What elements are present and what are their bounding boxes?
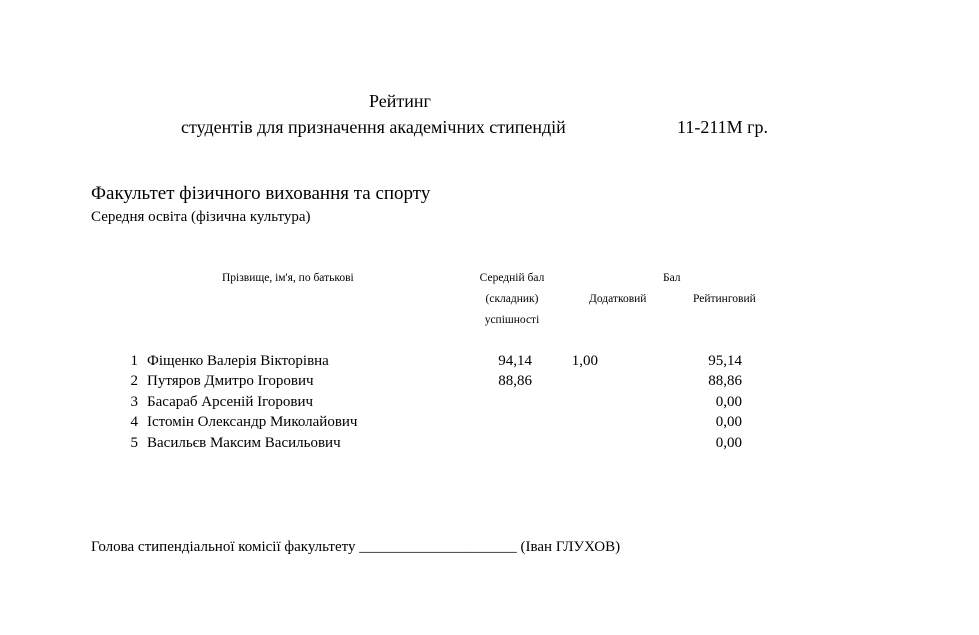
header-avg-line1: Середній бал xyxy=(479,272,545,284)
rating-score: 88,86 xyxy=(708,373,742,389)
signature-label: Голова стипендіальної комісії факультету xyxy=(91,539,356,555)
header-name: Прізвище, ім'я, по батькові xyxy=(222,272,354,284)
rating-score: 0,00 xyxy=(715,435,742,451)
row-number: 1 xyxy=(130,353,138,369)
rating-score: 0,00 xyxy=(715,394,742,410)
rating-score: 95,14 xyxy=(708,353,742,369)
document-subtitle: студентів для призначення академічних стипендій xyxy=(181,117,566,137)
student-name: Путяров Дмитро Ігорович xyxy=(147,373,314,389)
header-score-group: Бал xyxy=(663,272,681,284)
signature-block xyxy=(91,539,620,556)
row-number: 4 xyxy=(130,414,138,430)
signature-name: (Іван ГЛУХОВ) xyxy=(520,539,621,555)
student-name: Істомін Олександр Миколайович xyxy=(147,414,358,430)
row-number: 5 xyxy=(130,435,138,451)
avg-score: 88,86 xyxy=(498,373,532,389)
additional-score: 1,00 xyxy=(571,353,598,369)
program-name: Середня освіта (фізична культура) xyxy=(91,209,311,225)
student-name: Фіщенко Валерія Вікторівна xyxy=(147,353,329,369)
group-label: 11-211М гр. xyxy=(677,117,769,137)
header-avg-line3: успішності xyxy=(484,314,540,326)
student-name: Васильєв Максим Васильович xyxy=(147,435,341,451)
avg-score: 94,14 xyxy=(498,353,532,369)
student-name: Басараб Арсеній Ігорович xyxy=(147,394,314,410)
header-rating: Рейтинговий xyxy=(693,293,756,305)
faculty-name: Факультет фізичного виховання та спорту xyxy=(91,183,431,204)
row-number: 3 xyxy=(130,394,138,410)
rating-score: 0,00 xyxy=(715,414,742,430)
header-additional: Додатковий xyxy=(589,293,647,305)
row-number: 2 xyxy=(130,373,138,389)
header-avg-line2: (складник) xyxy=(485,293,539,305)
document-title: Рейтинг xyxy=(369,91,431,111)
signature-line: _____________________ xyxy=(359,539,517,555)
